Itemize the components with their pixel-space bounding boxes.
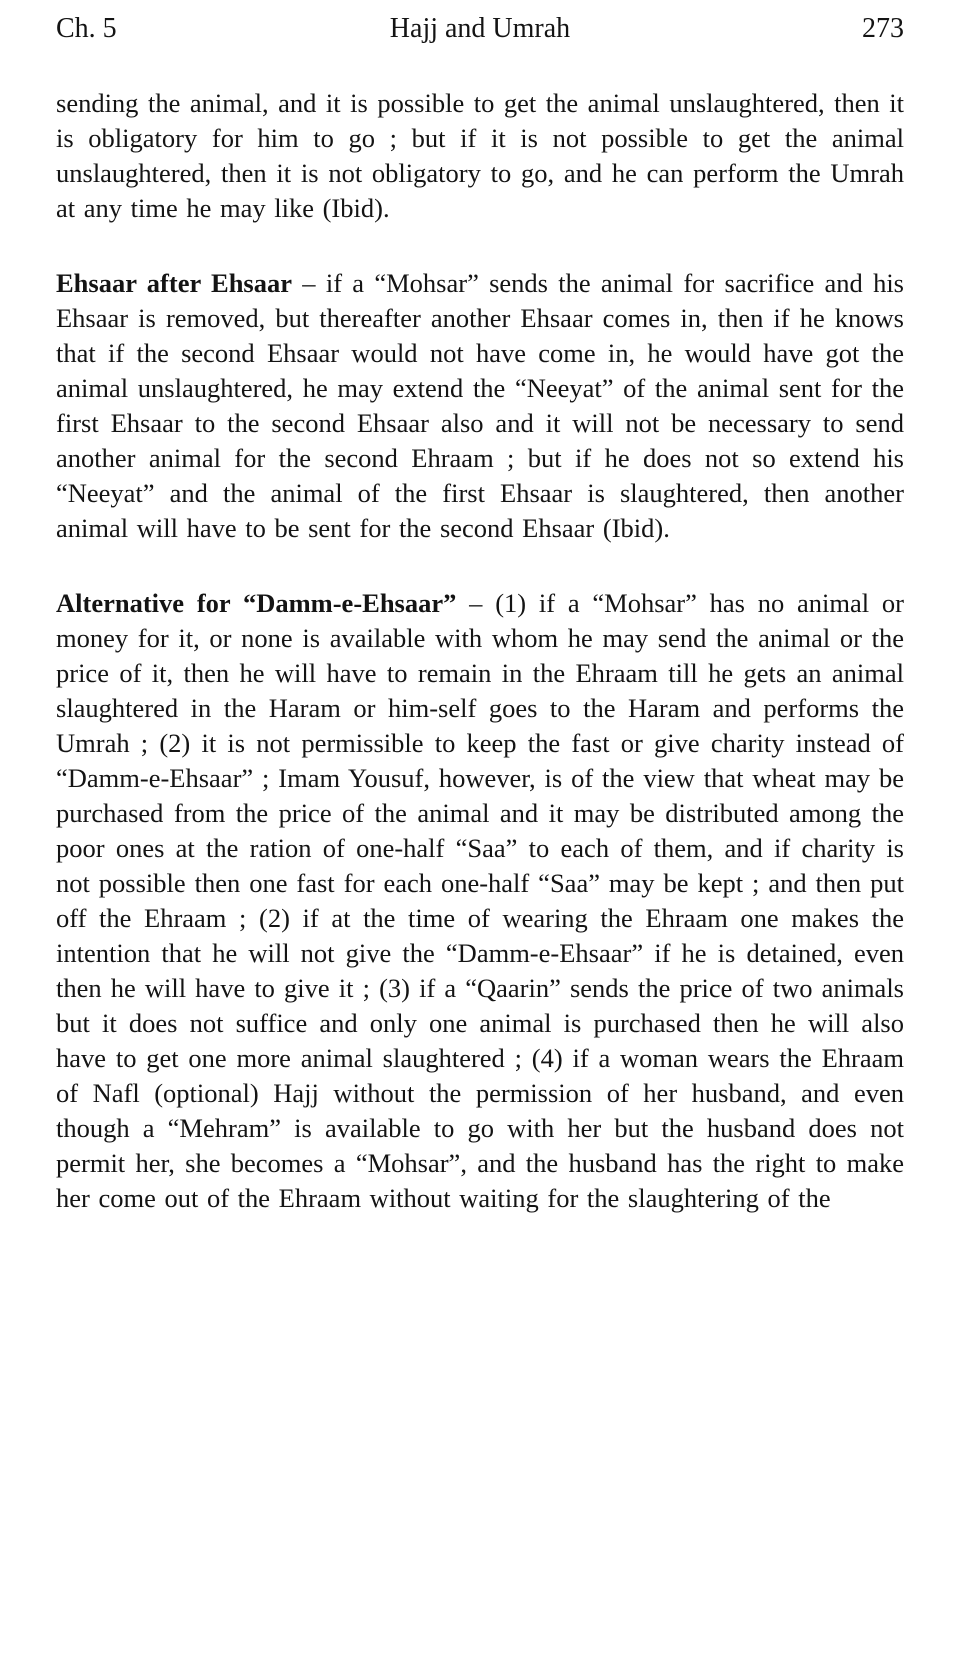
page-number: 273 xyxy=(862,13,904,44)
page-title: Hajj and Umrah xyxy=(389,13,571,44)
page-header xyxy=(56,12,904,46)
paragraph-text: – (1) if a “Mohsar” has no animal or money for it, or none is available with whom he may send the animal or the price of it, then he will have to remain in the Ehraam till he gets an animal slaughtered in the Haram or him-self goes to the Haram and performs the Umrah ; (2) it is not permissible to keep the fast or give charity instead of “Damm-e-Ehsaar” ; Imam Yousuf, however, is of the view that wheat may be purchased from the price of the animal and it may be distributed among the poor ones at the ration of one-half “Saa” to each of them, and if charity is not possible then one fast for each one-half “Saa” may be kept ; and then put off the Ehraam ; (2) if at the time of wearing the Ehraam one makes the intention that he will not give the “Damm-e-Ehsaar” if he is detained, even then he will have to give it ; (3) if a “Qaarin” sends the price of two animals but it does not suffice and only one animal is purchased then he will also have to get one more animal slaughtered ; (4) if a woman wears the Ehraam of Nafl (optional) Hajj without the permission of her husband, and even though a “Mehram” is available to go with her but the husband does not permit her, she becomes a “Mohsar”, and the husband has the right to make her come out of the Ehraam without waiting for the slaughtering of the xyxy=(56,588,904,1213)
paragraph xyxy=(56,266,904,546)
paragraph-text: – if a “Mohsar” sends the animal for sacrifice and his Ehsaar is removed, but thereafter another Ehsaar comes in, then if he knows that if the second Ehsaar would not have come in, he would have got the animal unslaughtered, he may extend the “Neeyat” of the animal sent for the first Ehsaar to the second Ehsaar also and it will not be necessary to send another animal for the second Ehraam ; but if he does not so extend his “Neeyat” and the animal of the first Ehsaar is slaughtered, then another animal will have to be sent for the second Ehsaar (Ibid). xyxy=(56,268,904,543)
paragraph xyxy=(56,586,904,1216)
paragraph-text: sending the animal, and it is possible to get the animal unslaughtered, then it is obligatory for him to go ; but if it is not possible to get the animal unslaughtered, then it is not obligatory to go, and he can perform the Umrah at any time he may like (Ibid). xyxy=(56,88,904,223)
paragraph-lead: Ehsaar after Ehsaar xyxy=(56,268,293,298)
chapter-label: Ch. 5 xyxy=(56,13,117,44)
page-body xyxy=(56,86,904,1216)
paragraph xyxy=(56,86,904,226)
paragraph-lead: Alternative for “Damm-e-Ehsaar” xyxy=(56,588,457,618)
